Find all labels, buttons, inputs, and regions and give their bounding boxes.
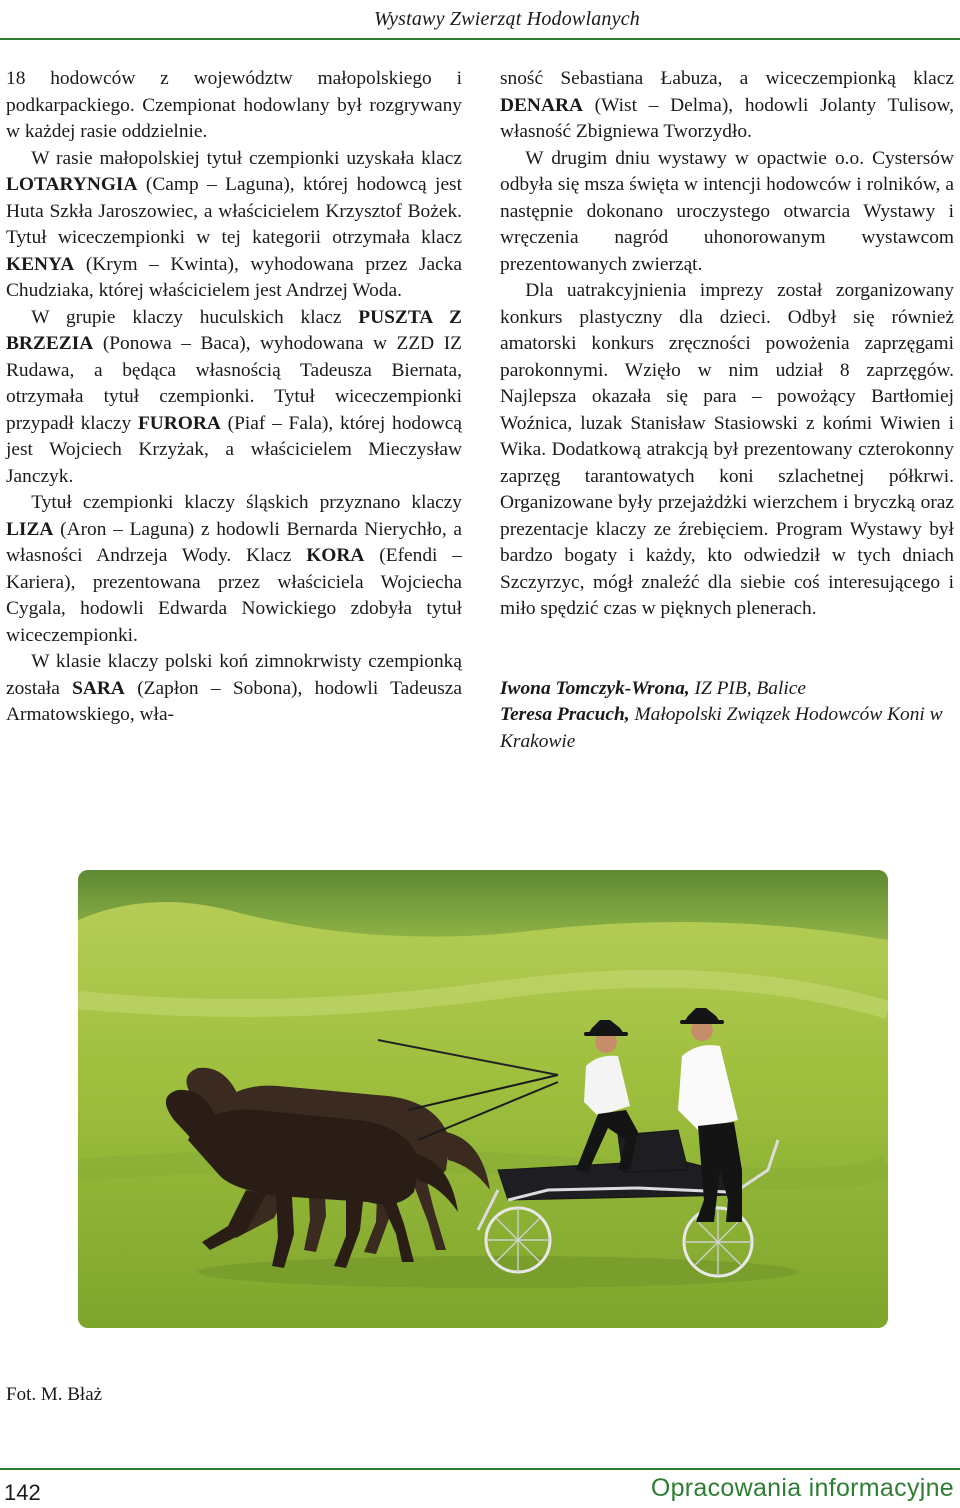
horse-name: LIZA (6, 518, 54, 540)
author-name: Teresa Pracuch, (500, 704, 630, 725)
left-column (6, 66, 462, 729)
horse-name: PUSZTA Z BRZEZIA (6, 306, 462, 354)
author-line (500, 676, 954, 703)
author-name: Iwona Tomczyk-Wrona, (500, 677, 690, 699)
page-number: 142 (4, 1480, 41, 1505)
text-run: (Piaf – Fala), której hodowcą jest Wojciech Krzyżak, a właścicielem Mieczysław Janczyk. (6, 412, 462, 487)
carriage-photo-illustration (78, 870, 888, 1328)
photo-credit: Fot. M. Błaż (6, 1384, 103, 1405)
text-run: (Ponowa – Baca), wyhodowana w ZZD IZ Rudawa, a będąca własnością Tadeusza Biernata, otrzymała tytuł czempionki. Tytuł wiceczempionki przypadł klaczy (6, 333, 462, 434)
horse-name: KENYA (6, 253, 75, 275)
text-run: (Efendi – Kariera), prezentowana przez właściciela Wojciecha Cygala, hodowli Edwarda Nowickiego zdobyła tytuł wiceczempionki. (6, 545, 462, 646)
text-run: sność Sebastiana Łabuza, a wiceczempionką klacz (500, 68, 954, 89)
paragraph: Dla uatrakcyjnienia imprezy został zorganizowany konkurs plastyczny dla dzieci. Odbył się również amatorski konkurs zręczności powożenia zaprzęgami parokonnymi. Wzięło w nim udział 8 zaprzęgów. Najlepsza okazała się para – powożący Bartłomiej Woźnica, luzak Stanisław Stasiowski z końmi Wiwien i Wika. Dodatkową atrakcją był prezentowany czterokonny zaprzęg tarantowatych koni szlachetnej półkrwi. Organizowane były przejażdżki wierzchem i bryczką oraz prezentacje klaczy ze źrebięciem. Program Wystawy był bardzo bogaty i każdy, kto odwiedził w tych dniach Szczyrzyc, mógł znaleźć dla siebie coś interesującego i miło spędzić czas w pięknych plenerach. (500, 280, 954, 619)
text-run: (Zapłon – Sobona), hodowli Tadeusza Armatowskiego, wła- (6, 677, 463, 725)
horse-name: DENARA (500, 94, 583, 116)
text-run: (Camp – Laguna), której hodowcą jest Huta Szkła Jaroszowiec, a właścicielem Krzysztof Bożek. Tytuł wiceczempionki w tej kategorii otrzymała klacz (6, 174, 462, 248)
paragraph (6, 649, 462, 729)
horse-name: LOTARYNGIA (6, 174, 138, 195)
text-run: (Aron – Laguna) z hodowli Bernarda Nierychło, a własności Andrzeja Wody. Klacz (6, 518, 462, 566)
paragraph (6, 490, 462, 649)
right-column (500, 66, 954, 755)
paragraph (6, 305, 462, 491)
text-run: (Krym – Kwinta), wyhodowana przez Jacka Chudziaka, której właścicielem jest Andrzej Woda. (6, 253, 462, 301)
paragraph (6, 146, 462, 305)
paragraph: W drugim dniu wystawy w opactwie o.o. Cystersów odbyła się msza święta w intencji hodowców i rolników, a następnie dokonano uroczystego otwarcia Wystawy i wręczenia nagród uhonorowanym wystawcom prezentowanych zwierząt. (500, 147, 954, 275)
horse-name: FURORA (137, 412, 221, 434)
page-header (0, 0, 960, 40)
authors-block (500, 676, 954, 756)
text-run: W rasie małopolskiej tytuł czempionki uzyskała klacz (31, 147, 462, 169)
footer-rule (0, 1468, 960, 1470)
paragraph: 18 hodowców z województw małopolskiego i podkarpackiego. Czempionat hodowlany był rozgrywany w każdej rasie oddzielnie. (6, 68, 462, 142)
text-run: (Wist – Delma), hodowli Jolanty Tulisow, własność Zbigniewa Tworzydło. (500, 94, 954, 142)
carriage-photo (78, 870, 888, 1328)
paragraph (500, 66, 954, 146)
author-line (500, 702, 954, 755)
footer-title: Opracowania informacyjne (650, 1474, 954, 1502)
running-title: Wystawy Zwierząt Hodowlanych (374, 8, 640, 30)
text-run: Tytuł czempionki klaczy śląskich przyznano klaczy (31, 492, 462, 513)
header-rule (0, 38, 960, 40)
horse-name: KORA (306, 545, 365, 566)
author-affiliation: Małopolski Związek Hodowców Koni w Krakowie (500, 704, 943, 752)
author-affiliation: IZ PIB, Balice (689, 677, 806, 699)
text-run: W klasie klaczy polski koń zimnokrwisty czempionką została (6, 651, 462, 699)
horse-name: SARA (72, 677, 125, 699)
text-run: W grupie klaczy huculskich klacz (31, 306, 359, 328)
